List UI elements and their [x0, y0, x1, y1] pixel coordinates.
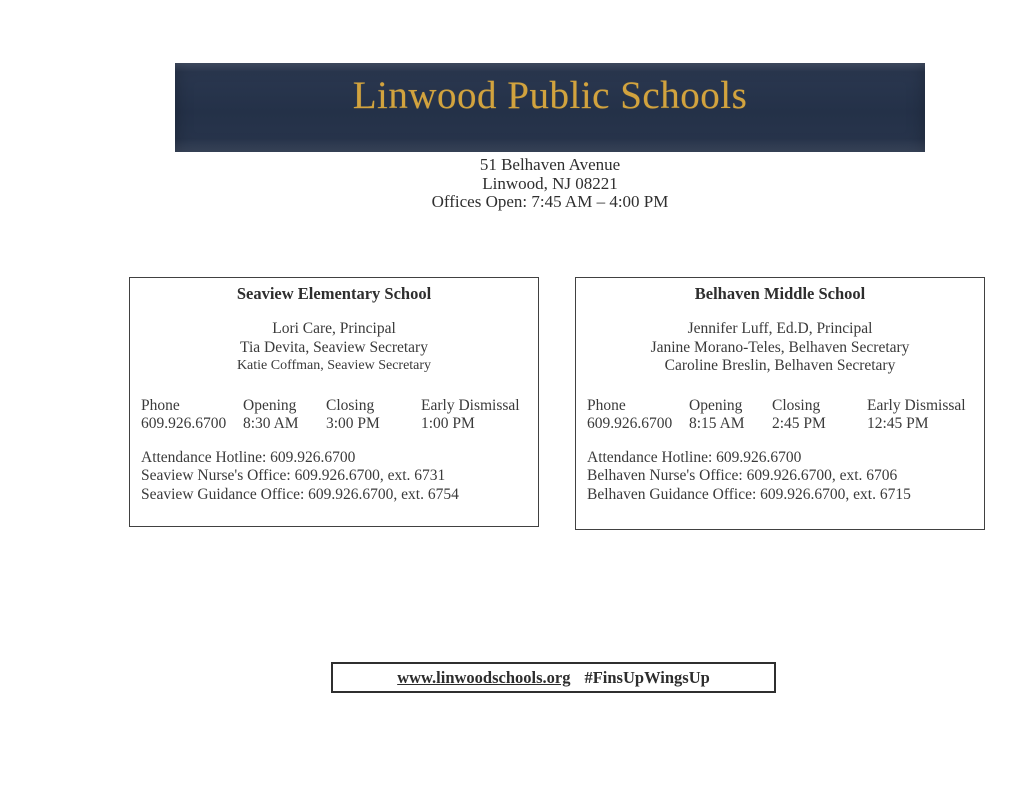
address-city: Linwood, NJ 08221: [482, 173, 618, 193]
address-block: [175, 156, 925, 212]
schedule-table-seaview: [130, 397, 538, 434]
schedule-table-belhaven: [576, 397, 984, 434]
staff-secretary-2: Caroline Breslin, Belhaven Secretary: [664, 357, 896, 374]
guidance-office: Seaview Guidance Office: 609.926.6700, ext. 6754: [141, 485, 459, 503]
guidance-office: Belhaven Guidance Office: 609.926.6700, ext. 6715: [587, 485, 911, 503]
schedule-col-closing: [326, 397, 421, 434]
schedule-header-opening: Opening: [689, 396, 743, 414]
school-name-belhaven: Belhaven Middle School: [694, 284, 866, 303]
nurse-office: Seaview Nurse's Office: 609.926.6700, ext. 6731: [141, 467, 446, 484]
schedule-header-early-dismissal: Early Dismissal: [421, 396, 520, 414]
schedule-header-phone: Phone: [587, 396, 626, 414]
staff-secretary-1: Janine Morano-Teles, Belhaven Secretary: [650, 338, 910, 356]
staff-list-seaview: [130, 320, 538, 376]
schedule-value-closing: 2:45 PM: [772, 415, 826, 432]
attendance-hotline: Attendance Hotline: 609.926.6700: [587, 448, 802, 466]
schedule-value-early-dismissal: 1:00 PM: [421, 415, 475, 432]
schedule-col-early-dismissal: [421, 397, 538, 434]
schedule-value-closing: 3:00 PM: [326, 415, 380, 432]
nurse-office: Belhaven Nurse's Office: 609.926.6700, ext. 6706: [587, 467, 898, 484]
staff-secretary-1: Tia Devita, Seaview Secretary: [240, 338, 428, 356]
schedule-header-opening: Opening: [243, 396, 297, 414]
schedule-value-opening: 8:30 AM: [243, 415, 299, 432]
hashtag-text: #FinsUpWingsUp: [584, 667, 710, 687]
staff-secretary-2: Katie Coffman, Seaview Secretary: [236, 358, 432, 373]
schedule-col-closing: [772, 397, 867, 434]
schedule-value-phone: 609.926.6700: [587, 415, 673, 432]
schedule-value-early-dismissal: 12:45 PM: [867, 415, 929, 432]
schedule-header-phone: Phone: [141, 396, 180, 414]
staff-list-belhaven: [576, 320, 984, 376]
website-link: www.linwoodschools.org: [397, 667, 571, 687]
schedule-value-opening: 8:15 AM: [689, 415, 745, 432]
schedule-col-phone: [141, 397, 243, 434]
address-street: 51 Belhaven Avenue: [479, 155, 621, 174]
schedule-value-phone: 609.926.6700: [141, 415, 227, 432]
banner: [175, 63, 925, 152]
schedule-header-closing: Closing: [326, 396, 375, 414]
school-name-seaview: Seaview Elementary School: [236, 284, 432, 303]
schedule-header-early-dismissal: Early Dismissal: [867, 396, 966, 414]
schedule-col-opening: [689, 397, 772, 434]
page-title: Linwood Public Schools: [352, 74, 748, 117]
schedule-col-phone: [587, 397, 689, 434]
schedule-header-closing: Closing: [772, 396, 821, 414]
contact-list-seaview: [130, 449, 538, 505]
contact-list-belhaven: [576, 449, 984, 505]
schedule-col-early-dismissal: [867, 397, 984, 434]
school-card-seaview: [129, 277, 539, 527]
school-card-belhaven: [575, 277, 985, 530]
schedule-col-opening: [243, 397, 326, 434]
office-hours: Offices Open: 7:45 AM – 4:00 PM: [431, 192, 669, 211]
staff-principal: Lori Care, Principal: [272, 320, 396, 337]
attendance-hotline: Attendance Hotline: 609.926.6700: [141, 448, 356, 466]
footer-box: [331, 662, 776, 693]
staff-principal: Jennifer Luff, Ed.D, Principal: [687, 320, 873, 337]
